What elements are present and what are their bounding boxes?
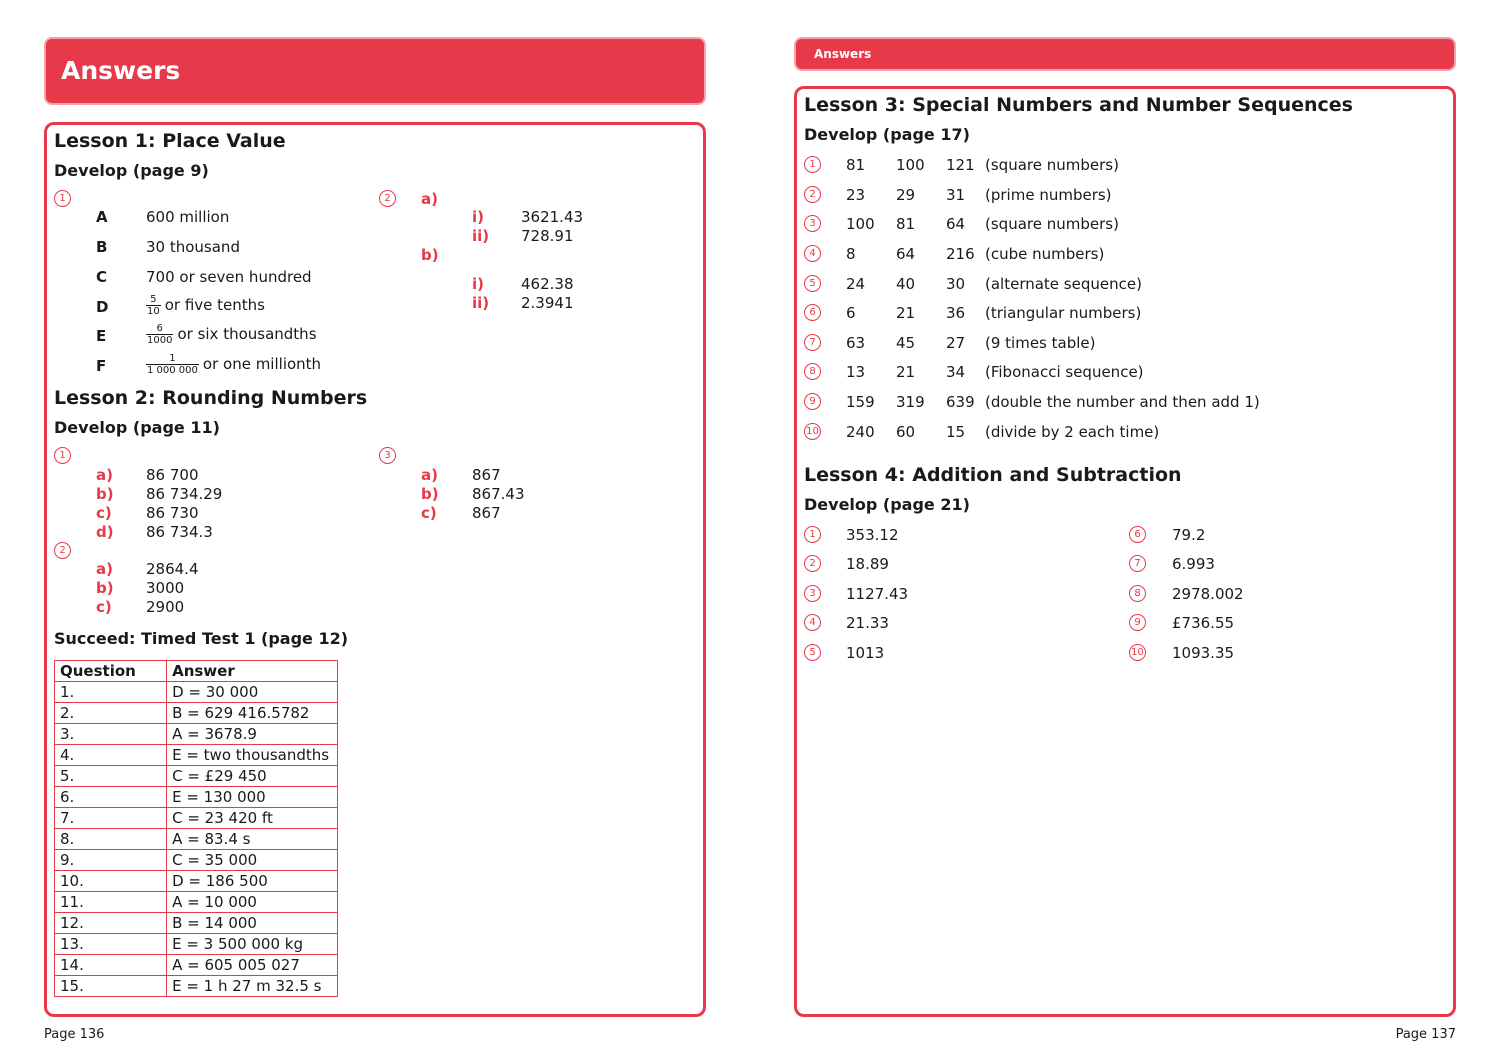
sequence-note: (alternate sequence) bbox=[985, 275, 1142, 293]
sequence-value: 60 bbox=[896, 423, 916, 441]
table-row bbox=[55, 745, 338, 766]
fraction-denominator: 10 bbox=[147, 306, 160, 317]
question-number-badge: 1 bbox=[54, 447, 71, 464]
answer-cell: A = 10 000 bbox=[167, 892, 338, 913]
question-number-badge: 9 bbox=[1129, 614, 1146, 631]
part-label: a) bbox=[421, 190, 438, 208]
sequence-note: (9 times table) bbox=[985, 334, 1096, 352]
sequence-value: 6 bbox=[846, 304, 856, 322]
lesson3-develop-heading: Develop (page 17) bbox=[804, 125, 970, 144]
answer-cell: D = 30 000 bbox=[167, 682, 338, 703]
answer-fraction-row bbox=[146, 323, 317, 346]
question-cell: 4. bbox=[55, 745, 167, 766]
question-number-badge: 3 bbox=[379, 447, 396, 464]
sequence-note: (Fibonacci sequence) bbox=[985, 363, 1144, 381]
part-label: b) bbox=[421, 246, 439, 264]
answer-text: 2900 bbox=[146, 598, 185, 616]
answer-cell: A = 605 005 027 bbox=[167, 955, 338, 976]
sequence-value: 13 bbox=[846, 363, 866, 381]
question-number-badge: 10 bbox=[804, 423, 821, 440]
table-row bbox=[55, 724, 338, 745]
answer-label: E bbox=[96, 327, 107, 345]
sequence-value: 27 bbox=[946, 334, 966, 352]
answer-text: 30 thousand bbox=[146, 238, 240, 256]
answer-text: 6.993 bbox=[1172, 555, 1215, 573]
sequence-note: (square numbers) bbox=[985, 156, 1119, 174]
question-number-badge: 5 bbox=[804, 275, 821, 292]
answer-text: 867 bbox=[472, 504, 501, 522]
table-header-row bbox=[55, 661, 338, 682]
answer-text: 728.91 bbox=[521, 227, 574, 245]
question-cell: 1. bbox=[55, 682, 167, 703]
question-cell: 15. bbox=[55, 976, 167, 997]
question-number-badge: 6 bbox=[1129, 526, 1146, 543]
subpart-label: ii) bbox=[472, 294, 490, 312]
part-label: c) bbox=[96, 504, 112, 522]
question-number-badge: 3 bbox=[804, 585, 821, 602]
sequence-value: 64 bbox=[946, 215, 966, 233]
succeed-heading: Succeed: Timed Test 1 (page 12) bbox=[54, 629, 349, 648]
answer-label: D bbox=[96, 298, 109, 316]
answer-text: or five tenths bbox=[164, 296, 265, 314]
sequence-value: 81 bbox=[896, 215, 916, 233]
answer-text: 867.43 bbox=[472, 485, 525, 503]
answer-text: 867 bbox=[472, 466, 501, 484]
lesson2-title: Lesson 2: Rounding Numbers bbox=[54, 387, 368, 409]
question-number-badge: 1 bbox=[804, 156, 821, 173]
answer-text: 1093.35 bbox=[1172, 644, 1235, 662]
fraction-numerator: 6 bbox=[146, 323, 173, 335]
answer-cell: E = two thousandths bbox=[167, 745, 338, 766]
answer-cell: B = 14 000 bbox=[167, 913, 338, 934]
sequence-value: 121 bbox=[946, 156, 975, 174]
sequence-value: 216 bbox=[946, 245, 975, 263]
sequence-value: 45 bbox=[896, 334, 916, 352]
column-header: Question bbox=[55, 661, 167, 682]
question-cell: 5. bbox=[55, 766, 167, 787]
question-number-badge: 2 bbox=[804, 555, 821, 572]
answer-cell: A = 83.4 s bbox=[167, 829, 338, 850]
subpart-label: i) bbox=[472, 208, 484, 226]
answer-cell: E = 130 000 bbox=[167, 787, 338, 808]
sequence-value: 23 bbox=[846, 186, 866, 204]
answer-label: C bbox=[96, 268, 108, 286]
question-number-badge: 8 bbox=[1129, 585, 1146, 602]
answer-text: 2978.002 bbox=[1172, 585, 1244, 603]
question-cell: 9. bbox=[55, 850, 167, 871]
answer-text: 353.12 bbox=[846, 526, 899, 544]
question-number-badge: 2 bbox=[804, 186, 821, 203]
answer-text: 86 734.3 bbox=[146, 523, 213, 541]
answer-text: 86 734.29 bbox=[146, 485, 223, 503]
sequence-value: 639 bbox=[946, 393, 975, 411]
answer-text: £736.55 bbox=[1172, 614, 1235, 632]
lesson1-develop-heading: Develop (page 9) bbox=[54, 161, 209, 180]
part-label: d) bbox=[96, 523, 114, 541]
question-number-badge: 2 bbox=[379, 190, 396, 207]
part-label: a) bbox=[421, 466, 438, 484]
sequence-value: 40 bbox=[896, 275, 916, 293]
question-cell: 2. bbox=[55, 703, 167, 724]
fraction-denominator: 1000 bbox=[147, 335, 173, 346]
left-answers-banner bbox=[44, 37, 706, 105]
question-number-badge: 4 bbox=[804, 245, 821, 262]
answer-cell: A = 3678.9 bbox=[167, 724, 338, 745]
sequence-value: 100 bbox=[846, 215, 875, 233]
sequence-value: 30 bbox=[946, 275, 966, 293]
sequence-value: 8 bbox=[846, 245, 856, 263]
fraction-numerator: 1 bbox=[146, 353, 199, 365]
answer-text: 3621.43 bbox=[521, 208, 584, 226]
question-cell: 7. bbox=[55, 808, 167, 829]
answer-text: 86 700 bbox=[146, 466, 199, 484]
right-answers-banner bbox=[794, 37, 1456, 71]
answer-cell: D = 186 500 bbox=[167, 871, 338, 892]
answer-cell: B = 629 416.5782 bbox=[167, 703, 338, 724]
question-number-badge: 1 bbox=[804, 526, 821, 543]
answer-fraction-row bbox=[146, 353, 321, 376]
table-row bbox=[55, 913, 338, 934]
table-row bbox=[55, 934, 338, 955]
table-row bbox=[55, 829, 338, 850]
question-number-badge: 10 bbox=[1129, 644, 1146, 661]
sequence-value: 63 bbox=[846, 334, 866, 352]
sequence-value: 159 bbox=[846, 393, 875, 411]
table-row bbox=[55, 976, 338, 997]
answer-text: 600 million bbox=[146, 208, 230, 226]
question-number-badge: 1 bbox=[54, 190, 71, 207]
table-row bbox=[55, 871, 338, 892]
sequence-note: (triangular numbers) bbox=[985, 304, 1142, 322]
lesson1-title: Lesson 1: Place Value bbox=[54, 130, 286, 152]
answer-text: 18.89 bbox=[846, 555, 889, 573]
answer-label: B bbox=[96, 238, 108, 256]
table-row bbox=[55, 703, 338, 724]
page-number: Page 137 bbox=[1395, 1027, 1456, 1042]
answer-text: or one millionth bbox=[202, 355, 322, 373]
question-number-badge: 7 bbox=[1129, 555, 1146, 572]
sequence-value: 21 bbox=[896, 304, 916, 322]
right-content-box bbox=[794, 86, 1456, 1017]
sequence-note: (prime numbers) bbox=[985, 186, 1112, 204]
question-number-badge: 9 bbox=[804, 393, 821, 410]
left-banner-title: Answers bbox=[61, 56, 181, 85]
answer-text: 1013 bbox=[846, 644, 885, 662]
fraction-denominator: 1 000 000 bbox=[147, 365, 198, 376]
table-row bbox=[55, 808, 338, 829]
question-number-badge: 5 bbox=[804, 644, 821, 661]
question-number-badge: 4 bbox=[804, 614, 821, 631]
column-header: Answer bbox=[167, 661, 338, 682]
part-label: a) bbox=[96, 560, 113, 578]
question-cell: 12. bbox=[55, 913, 167, 934]
sequence-note: (square numbers) bbox=[985, 215, 1119, 233]
lesson4-title: Lesson 4: Addition and Subtraction bbox=[804, 464, 1182, 486]
sequence-note: (double the number and then add 1) bbox=[985, 393, 1260, 411]
sequence-value: 100 bbox=[896, 156, 925, 174]
part-label: c) bbox=[96, 598, 112, 616]
sequence-value: 29 bbox=[896, 186, 916, 204]
sequence-value: 21 bbox=[896, 363, 916, 381]
answer-fraction-row bbox=[146, 294, 265, 317]
sequence-value: 36 bbox=[946, 304, 966, 322]
lesson4-develop-heading: Develop (page 21) bbox=[804, 495, 970, 514]
question-number-badge: 3 bbox=[804, 215, 821, 232]
part-label: c) bbox=[421, 504, 437, 522]
fraction-numerator: 5 bbox=[146, 294, 161, 306]
answer-label: A bbox=[96, 208, 108, 226]
part-label: b) bbox=[421, 485, 439, 503]
answer-cell: C = 35 000 bbox=[167, 850, 338, 871]
answer-cell: C = £29 450 bbox=[167, 766, 338, 787]
answer-text: 3000 bbox=[146, 579, 185, 597]
sequence-value: 64 bbox=[896, 245, 916, 263]
question-cell: 6. bbox=[55, 787, 167, 808]
question-cell: 11. bbox=[55, 892, 167, 913]
sequence-note: (divide by 2 each time) bbox=[985, 423, 1160, 441]
answer-text: 2.3941 bbox=[521, 294, 574, 312]
question-cell: 10. bbox=[55, 871, 167, 892]
question-number-badge: 7 bbox=[804, 334, 821, 351]
question-cell: 14. bbox=[55, 955, 167, 976]
question-number-badge: 2 bbox=[54, 542, 71, 559]
answer-text: 1127.43 bbox=[846, 585, 909, 603]
part-label: a) bbox=[96, 466, 113, 484]
fraction bbox=[146, 323, 173, 346]
table-row bbox=[55, 682, 338, 703]
table-row bbox=[55, 766, 338, 787]
answer-cell: E = 1 h 27 m 32.5 s bbox=[167, 976, 338, 997]
answer-text: 21.33 bbox=[846, 614, 889, 632]
answer-text: 86 730 bbox=[146, 504, 199, 522]
answer-text: or six thousandths bbox=[177, 325, 317, 343]
answer-cell: C = 23 420 ft bbox=[167, 808, 338, 829]
answer-text: 2864.4 bbox=[146, 560, 199, 578]
page-number: Page 136 bbox=[44, 1027, 105, 1042]
answer-label: F bbox=[96, 357, 107, 375]
answer-text: 462.38 bbox=[521, 275, 574, 293]
timed-test-table bbox=[54, 660, 338, 997]
sequence-note: (cube numbers) bbox=[985, 245, 1105, 263]
sequence-value: 24 bbox=[846, 275, 866, 293]
sequence-value: 31 bbox=[946, 186, 966, 204]
part-label: b) bbox=[96, 485, 114, 503]
table-row bbox=[55, 955, 338, 976]
answer-cell: E = 3 500 000 kg bbox=[167, 934, 338, 955]
sequence-value: 81 bbox=[846, 156, 866, 174]
sequence-value: 34 bbox=[946, 363, 966, 381]
question-number-badge: 8 bbox=[804, 363, 821, 380]
table-row bbox=[55, 892, 338, 913]
part-label: b) bbox=[96, 579, 114, 597]
lesson2-develop-heading: Develop (page 11) bbox=[54, 418, 220, 437]
subpart-label: ii) bbox=[472, 227, 490, 245]
sequence-value: 15 bbox=[946, 423, 966, 441]
fraction bbox=[146, 294, 161, 317]
subpart-label: i) bbox=[472, 275, 484, 293]
question-cell: 3. bbox=[55, 724, 167, 745]
answer-text: 700 or seven hundred bbox=[146, 268, 312, 286]
right-banner-title: Answers bbox=[814, 47, 872, 61]
sequence-value: 240 bbox=[846, 423, 875, 441]
answer-text: 79.2 bbox=[1172, 526, 1206, 544]
question-cell: 8. bbox=[55, 829, 167, 850]
question-number-badge: 6 bbox=[804, 304, 821, 321]
table-row bbox=[55, 850, 338, 871]
sequence-value: 319 bbox=[896, 393, 925, 411]
lesson3-title: Lesson 3: Special Numbers and Number Sequences bbox=[804, 94, 1353, 116]
question-cell: 13. bbox=[55, 934, 167, 955]
table-row bbox=[55, 787, 338, 808]
fraction bbox=[146, 353, 199, 376]
